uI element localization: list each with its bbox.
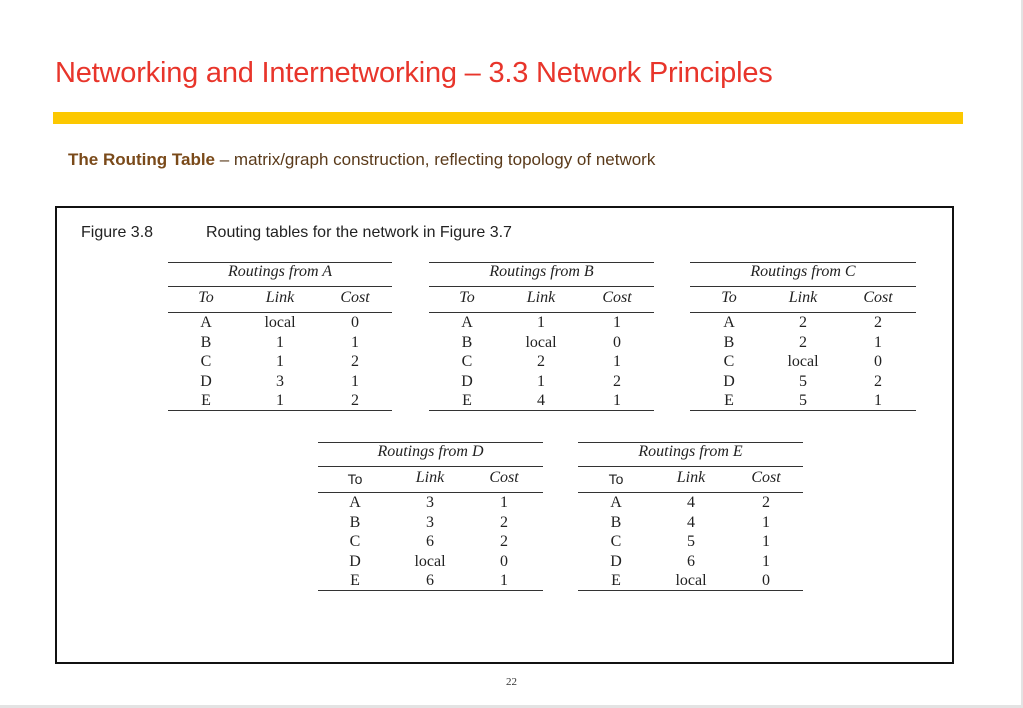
table-caption: Routings from B <box>489 263 594 280</box>
table-cell: 2 <box>799 333 807 351</box>
table-cell: 2 <box>762 494 770 511</box>
table-cell: 1 <box>762 513 770 531</box>
column-to <box>689 313 769 411</box>
header-link: Link <box>676 469 706 486</box>
column-link <box>501 313 581 411</box>
table-cell: A <box>461 314 473 331</box>
table-cell: 4 <box>537 392 545 409</box>
column-cost <box>464 493 544 591</box>
column-cost <box>726 493 806 591</box>
header-link: Link <box>415 469 445 486</box>
table-cell: E <box>201 392 211 409</box>
figure-caption-text: Routing tables for the network in Figure 3.7 <box>206 224 512 241</box>
table-cell: 1 <box>874 392 882 409</box>
figure-label: Figure 3.8 <box>81 224 154 241</box>
column-link <box>651 493 731 591</box>
header-to: To <box>347 471 363 487</box>
table-cell: 1 <box>276 333 284 351</box>
header-link: Link <box>788 289 818 306</box>
table-rule-bottom <box>429 410 654 411</box>
page-number: 22 <box>506 676 517 688</box>
column-link <box>763 313 843 411</box>
table-cell: 1 <box>276 392 284 409</box>
table-cell: 1 <box>276 353 284 370</box>
table-cell: 0 <box>500 552 508 570</box>
table-caption: Routings from A <box>227 263 332 280</box>
header-to: To <box>459 289 475 306</box>
table-cell: 3 <box>276 372 284 390</box>
table-cell: D <box>610 552 622 570</box>
table-cell: 6 <box>426 572 434 589</box>
column-to <box>576 493 656 591</box>
table-cell: D <box>200 372 212 390</box>
table-cell: 2 <box>500 533 508 550</box>
table-cell: 1 <box>537 314 545 331</box>
table-cell: 3 <box>426 494 434 511</box>
subtitle-bold: The Routing Table <box>68 150 216 169</box>
table-caption: Routings from E <box>638 443 743 460</box>
table-cell: E <box>462 392 472 409</box>
header-cost: Cost <box>863 289 893 306</box>
table-rule-mid <box>168 286 392 287</box>
table-cell: 1 <box>613 392 621 409</box>
table-cell: 0 <box>762 572 770 589</box>
column-link <box>240 313 320 411</box>
table-cell: 2 <box>874 372 882 390</box>
table-rule-mid <box>429 286 654 287</box>
table-cell: local <box>264 314 296 331</box>
table-cell: local <box>787 353 819 370</box>
table-rule-mid <box>690 286 916 287</box>
routing-table-e <box>578 442 803 592</box>
header-to: To <box>608 471 624 487</box>
table-caption: Routings from D <box>377 443 484 460</box>
table-cell: 6 <box>426 533 434 550</box>
table-cell: 4 <box>687 513 695 531</box>
table-cell: 0 <box>874 353 882 370</box>
table-cell: 1 <box>500 572 508 589</box>
table-cell: E <box>724 392 734 409</box>
table-cell: E <box>611 572 621 589</box>
table-cell: B <box>610 513 622 531</box>
table-cell: C <box>610 533 622 550</box>
table-cell: A <box>723 314 735 331</box>
table-rule-bottom <box>318 590 543 591</box>
table-cell: 1 <box>351 333 359 351</box>
table-cell: B <box>461 333 473 351</box>
table-rule-bottom <box>690 410 916 411</box>
table-rule-bottom <box>578 590 803 591</box>
table-cell: 6 <box>687 552 695 570</box>
table-cell: local <box>675 572 707 589</box>
table-cell: A <box>349 494 361 511</box>
table-cell: D <box>461 372 473 390</box>
header-link: Link <box>265 289 295 306</box>
table-cell: 1 <box>762 533 770 550</box>
table-cell: 2 <box>351 353 359 370</box>
table-cell: B <box>349 513 361 531</box>
table-cell: 5 <box>799 372 807 390</box>
table-cell: C <box>723 353 735 370</box>
table-cell: 1 <box>537 372 545 390</box>
table-cell: 3 <box>426 513 434 531</box>
table-caption: Routings from C <box>750 263 856 280</box>
table-cell: 1 <box>351 372 359 390</box>
table-cell: 2 <box>351 392 359 409</box>
table-cell: D <box>349 552 361 570</box>
table-cell: 1 <box>613 314 621 331</box>
table-cell: A <box>200 314 212 331</box>
table-cell: 0 <box>613 333 621 351</box>
column-to <box>427 313 507 411</box>
table-cell: C <box>349 533 361 550</box>
table-cell: B <box>200 333 212 351</box>
column-link <box>390 493 470 591</box>
header-cost: Cost <box>751 469 781 486</box>
table-cell: 5 <box>687 533 695 550</box>
column-cost <box>315 313 395 411</box>
routing-table-a <box>168 262 392 412</box>
table-cell: 1 <box>613 353 621 370</box>
table-cell: local <box>414 552 446 570</box>
table-rule-bottom <box>168 410 392 411</box>
table-cell: D <box>723 372 735 390</box>
table-cell: 1 <box>762 552 770 570</box>
slide-title: Networking and Internetworking – 3.3 Network Principles <box>55 57 773 89</box>
column-cost <box>577 313 657 411</box>
table-cell: 1 <box>874 333 882 351</box>
header-to: To <box>721 289 737 306</box>
table-cell: 2 <box>799 314 807 331</box>
table-cell: 4 <box>687 494 695 511</box>
header-cost: Cost <box>340 289 370 306</box>
header-cost: Cost <box>602 289 632 306</box>
table-cell: 5 <box>799 392 807 409</box>
table-rule-mid <box>318 466 543 467</box>
subtitle-text: – matrix/graph construction, reflecting topology of network <box>215 150 656 169</box>
table-cell: 2 <box>613 372 621 390</box>
table-cell: 2 <box>874 314 882 331</box>
column-cost <box>838 313 918 411</box>
header-cost: Cost <box>489 469 519 486</box>
figure-caption <box>81 224 512 242</box>
routing-table-c <box>690 262 916 412</box>
table-rule-mid <box>578 466 803 467</box>
title-underline-bar <box>53 112 963 124</box>
table-cell: 2 <box>537 353 545 370</box>
header-link: Link <box>526 289 556 306</box>
table-cell: local <box>525 333 557 351</box>
header-to: To <box>198 289 214 306</box>
table-cell: C <box>200 353 212 370</box>
table-cell: C <box>461 353 473 370</box>
column-to <box>166 313 246 411</box>
table-cell: 1 <box>500 494 508 511</box>
slide-subtitle <box>68 150 655 170</box>
table-cell: 0 <box>351 314 359 331</box>
column-to <box>315 493 395 591</box>
routing-table-b <box>429 262 654 412</box>
table-cell: E <box>350 572 360 589</box>
table-cell: B <box>723 333 735 351</box>
table-cell: A <box>610 494 622 511</box>
routing-table-d <box>318 442 543 592</box>
table-cell: 2 <box>500 513 508 531</box>
